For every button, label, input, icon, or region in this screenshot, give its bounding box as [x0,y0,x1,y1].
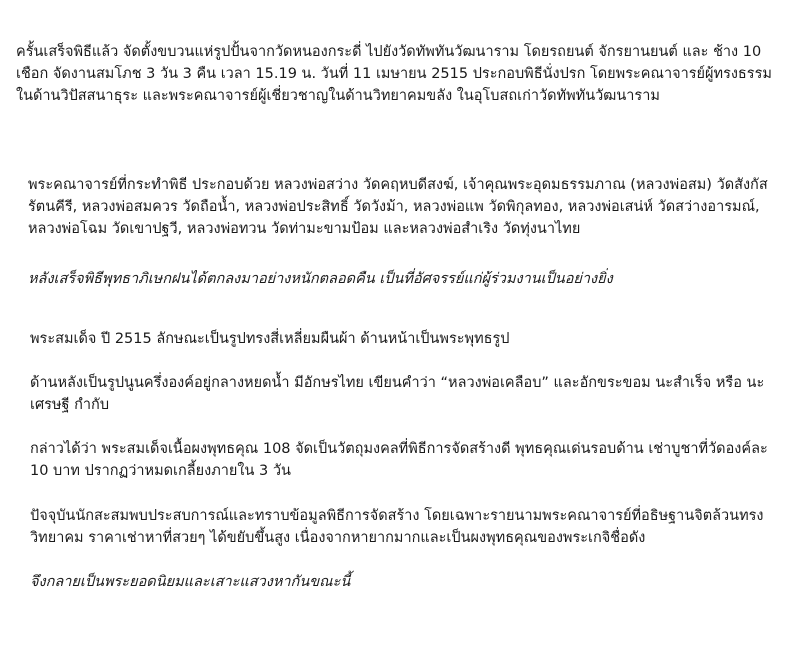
paragraph-popularity: จึงกลายเป็นพระยอดนิยมและเสาะแสวงหากันขณะนี้ [30,574,351,590]
paragraph-rain-miracle: หลังเสร็จพิธีพุทธาภิเษกฝนได้ตกลงมาอย่างหนักตลอดคืน เป็นที่อัศจรรย์แก่ผู้ร่วมงานเป็นอย่างยิ่ง [28,271,613,287]
paragraph-monks-list: พระคณาจารย์ที่กระทำพิธี ประกอบด้วย หลวงพ่อสว่าง วัดคฤหบดีสงฆ์, เจ้าคุณพระอุดมธรรมภาณ (หลวงพ่อสม) วัดสังกัสรัตนคีรี, หลวงพ่อสมควร วัดถือน้ำ, หลวงพ่อประสิทธิ์ วัดวังม้า, หลวงพ่อแพ วัดพิกุลทอง, หลวงพ่อเสน่ห์ วัดสว่างอารมณ์, หลวงพ่อโฉม วัดเขาปฐวี, หลวงพ่อทวน วัดท่ามะขามป้อม และหลวงพ่อสำเริง วัดทุ่งนาไทย [28,177,768,237]
paragraph-amulet-shape: พระสมเด็จ ปี 2515 ลักษณะเป็นรูปทรงสี่เหลี่ยมผืนผ้า ด้านหน้าเป็นพระพุทธรูป [30,331,510,347]
paragraph-ceremony-procession: ครั้นเสร็จพิธีแล้ว จัดตั้งขบวนแห่รูปปั้นจากวัดหนองกระดี่ ไปยังวัดทัพทันวัฒนาราม โดยรถยนต์ จักรยานยนต์ และ ช้าง 10 เชือก จัดงานสมโภช 3 วัน 3 คืน เวลา 15.19 น. วันที่ 11 เมษายน 2515 ประกอบพิธีนั่งปรก โดยพระคณาจารย์ผู้ทรงธรรมในด้านวิปัสสนาธุระ และพระคณาจารย์ผู้เชี่ยวชาญในด้านวิทยาคมขลัง ในอุโบสถเก่าวัดทัพทันวัฒนาราม [16,44,772,104]
paragraph-amulet-back: ด้านหลังเป็นรูปนูนครึ่งองค์อยู่กลางหยดน้ำ มีอักษรไทย เขียนคำว่า “หลวงพ่อเคลือบ” และอักขระขอม นะสำเร็จ หรือ นะเศรษฐี กำกับ [30,375,765,413]
paragraph-amulet-price: กล่าวได้ว่า พระสมเด็จเนื้อผงพุทธคุณ 108 จัดเป็นวัตถุมงคลที่พิธีการจัดสร้างดี พุทธคุณเด่นรอบด้าน เช่าบูชาที่วัดองค์ละ 10 บาท ปรากฏว่าหมดเกลี้ยงภายใน 3 วัน [30,441,768,479]
paragraph-collectors: ปัจจุบันนักสะสมพบประสบการณ์และทราบข้อมูลพิธีการจัดสร้าง โดยเฉพาะรายนามพระคณาจารย์ที่อธิษฐานจิตล้วนทรงวิทยาคม ราคาเช่าหาที่สวยๆ ได้ขยับขึ้นสูง เนื่องจากหายากมากและเป็นผงพุทธคุณของพระเกจิชื่อดัง [30,508,764,546]
